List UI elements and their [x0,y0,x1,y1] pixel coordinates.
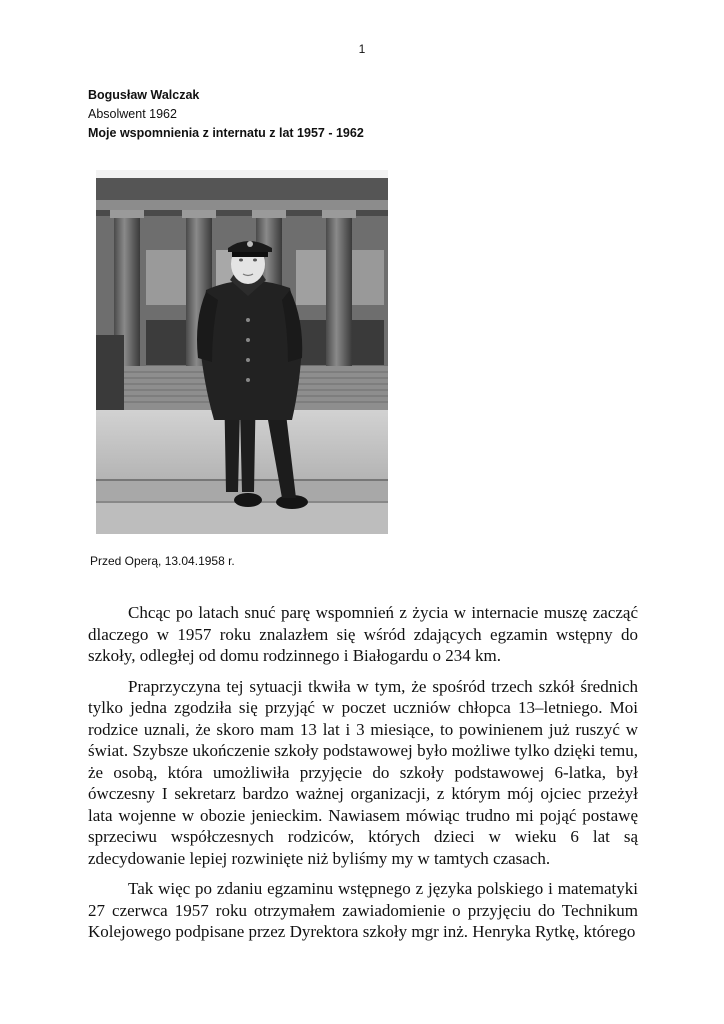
page-number: 1 [358,42,366,56]
document-header [88,86,364,143]
photo-caption: Przed Operą, 13.04.1958 r. [90,554,235,568]
document-title: Moje wspomnienia z internatu z lat 1957 - 1962 [88,126,364,140]
paragraph: Chcąc po latach snuć parę wspomnień z życia w internacie muszę zacząć dlaczego w 1957 roku znalazłem się wśród zdających egzamin wstępny do szkoły, odległej od domu rodzinnego i Białogardu o 234 km. [88,603,638,665]
paragraph: Tak więc po zdaniu egzaminu wstępnego z języka polskiego i matematyki 27 czerwca 1957 roku otrzymałem zawiadomienie o przyjęciu do Technikum Kolejowego podpisane przez Dyrektora szkoły mgr inż. Henryka Rytkę, którego [88,879,638,941]
graduate-year: Absolwent 1962 [88,107,177,121]
author-name: Bogusław Walczak [88,88,200,102]
opera-photo [96,170,388,534]
paragraph: Praprzyczyna tej sytuacji tkwiła w tym, że spośród trzech szkół średnich tylko jedna zgodziła się przyjąć w poczet uczniów chłopca 13–letniego. Moi rodzice uznali, że skoro mam 13 lat i 3 miesiące, to powinienem już ruszyć w świat. Szybsze ukończenie szkoły podstawowej było możliwe tylko dzięki temu, że osobą, która umożliwiła przyjęcie do szkoły podstawowej 6-latka, był ówczesny I sekretarz bardzo ważnej organizacji, z którym mój ojciec przeżył lata wojenne w obozie jenieckim. Nawiasem mówiąc trudno mi pojąć postawę sprzeciwu współczesnych rodziców, których dzieci w wieku 6 lat są zdecydowanie lepiej rozwinięte niż byliśmy my w tamtych czasach. [88,676,638,868]
memoir-body [88,602,638,952]
